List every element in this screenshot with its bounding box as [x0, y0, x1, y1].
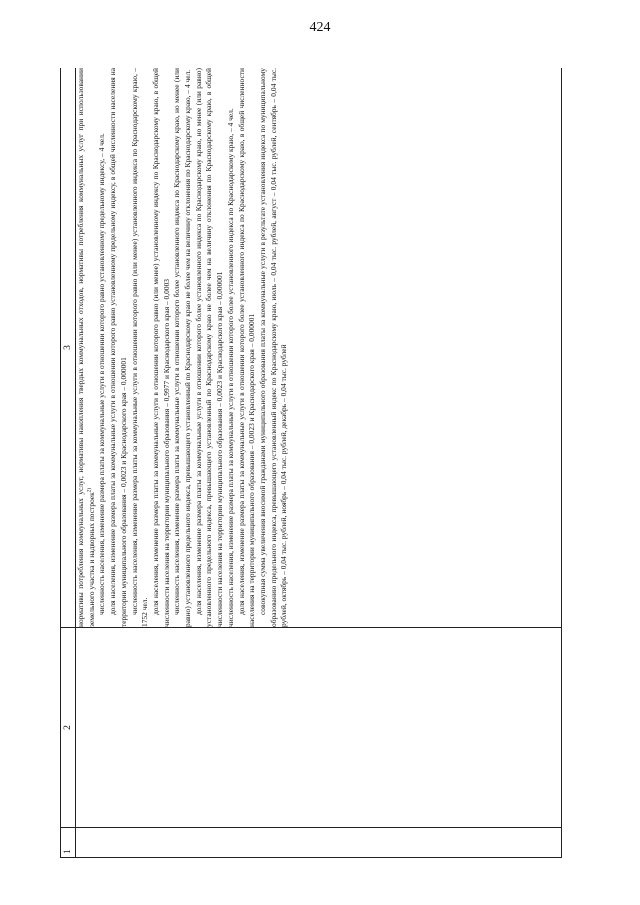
paragraph: доля населения, изменение размера платы за коммунальные услуги в отношении которого равно (или менее) установленному индексу по Краснодарскому краю, в общей численности населения на территории муниципального образования – 0,9977 и Краснодарского края – 0,0003 [150, 68, 171, 627]
paragraph: численность населения, изменение размера платы за коммунальные услуги в отношении которого более установленного индекса по Краснодарскому краю, – 4 чел. [225, 108, 235, 627]
cell-col-2 [76, 628, 562, 828]
paragraph: доля населения, изменение размера платы за коммунальные услуги в отношении которого более установленного индекса по Краснодарскому краю, в общей численности населения на территории муниципального образования – 0,0023 и Краснодарского края – 0,000001 [236, 68, 257, 627]
cell-col-3 [76, 68, 562, 628]
header-col-2: 2 [61, 628, 76, 828]
paragraph: доля населения, изменение размера платы за коммунальные услуги в отношении которого более установленного индекса по Краснодарскому краю, но менее (или равно) установленного предельного индекса, превышающего установленный по Краснодарскому краю не более чем на величину отклонения по Краснодарскому краю, в общей численности населения на территории муниципального образования – 0,0023 и Краснодарского края – 0,000001 [193, 68, 225, 627]
header-col-1: 1 [61, 828, 76, 858]
paragraph: численность населения, изменение размера платы за коммунальные услуги в отношении которого равно установленному предельному индексу, – 4 чел. [97, 133, 107, 615]
table-header-row [61, 68, 76, 858]
paragraph: совокупная сумма увеличения вносимой гражданами муниципального образования платы за коммунальные услуги в результате установления индекса по муниципальному образованию предельного индекса, превышающего установленный индекс по Краснодарскому краю, июль – 0,04 тыс. рублей, август – 0,04 тыс. рублей, сентябрь – 0,04 тыс. рублей, октябрь – 0,04 тыс. рублей, ноябрь – 0,04 тыс. рублей, декабрь – 0,04 тыс. рублей [257, 68, 289, 627]
header-col-3: 3 [61, 68, 76, 628]
paragraph: численность населения, изменение размера платы за коммунальные услуги в отношении которого более установленного индекса по Краснодарскому краю, но менее (или равно) установленного предельного индекса, превышающего установленный по Краснодарскому краю не более чем на величину отклонения по Краснодарскому краю, – 4 чел. [172, 68, 193, 627]
table-body-row [76, 68, 562, 858]
data-table [60, 68, 562, 858]
cell-col-1 [76, 828, 562, 858]
paragraph: нормативы потребления коммунальных услуг, нормативы накопления твердых коммунальных отходов, нормативы потребления коммунальных услуг при использовании земельного участка и надворных построек$^{2)}$ [76, 68, 96, 627]
rotated-table [60, 68, 562, 858]
paragraph: численность населения, изменение размера платы за коммунальные услуги в отношении которого равно (или менее) установленного индекса по Краснодарскому краю, – 1752 чел. [129, 68, 150, 627]
page-number: 424 [309, 20, 331, 35]
footnote-marker: 2) [87, 488, 93, 493]
rotated-table-frame [60, 68, 562, 858]
paragraph: доля населения, изменение размера платы за коммунальные услуги в отношении которого равно установленному предельному индексу, в общей численности населения на территории муниципального образования – 0,0023 и Краснодарского края – 0,000001 [108, 68, 128, 627]
